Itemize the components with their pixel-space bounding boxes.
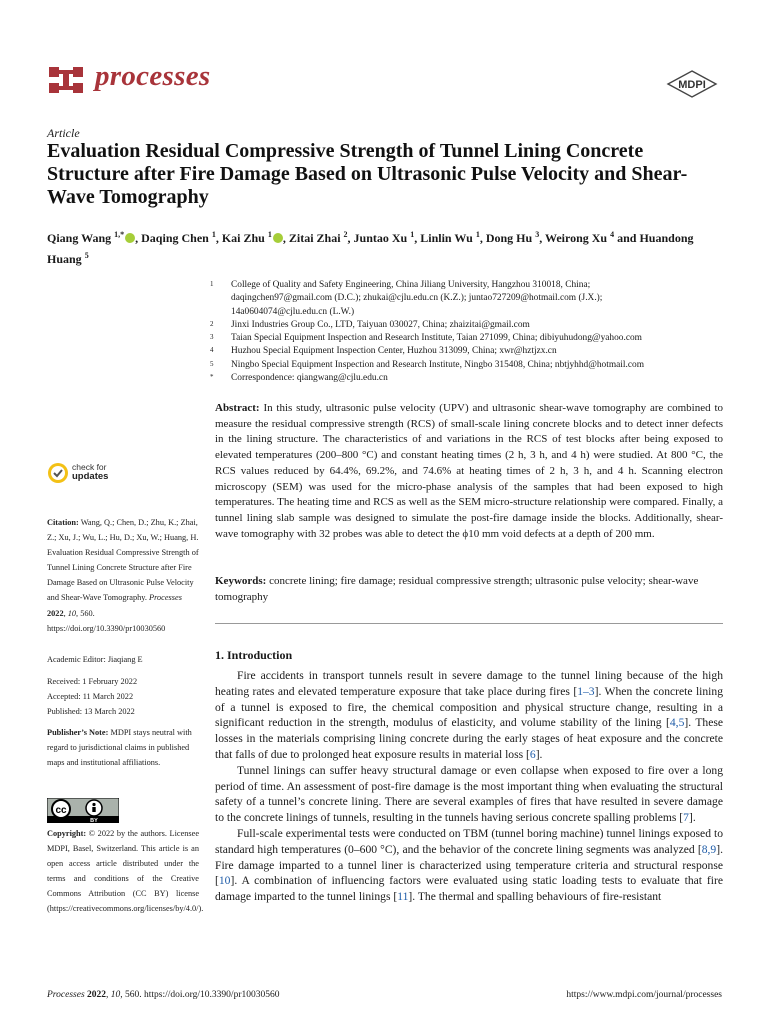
affiliation-text: Taian Special Equipment Inspection and Research Institute, Taian 271099, China; dibiyuhudong@yahoo.com [231,333,642,344]
footer-journal-url[interactable]: https://www.mdpi.com/journal/processes [566,990,722,1000]
author-name[interactable]: Kai Zhu [221,231,268,245]
citation-journal: Processes [149,593,182,603]
section-divider [215,623,723,624]
citation-text: Wang, Q.; Chen, D.; Zhu, K.; Zhai, Z.; Xu, J.; Wu, L.; Hu, D.; Xu, W.; Huang, H. Evaluation Residual Compressive Strength of Tunnel Lining Concrete Structure after Fire Damage Based on Ultrasonic Pulse Velocity and Shear-Wave Tomography. [47,518,199,603]
body-paragraph [215,763,723,826]
author-and: and [614,231,640,245]
author-affiliation-mark: 1 [267,230,272,239]
affiliation-number: * [210,373,214,382]
keywords-label: Keywords: [215,575,267,587]
author-name[interactable]: Daqing Chen [141,231,212,245]
citation-reference-link[interactable]: 11 [397,890,409,904]
pubnote-text: MDPI stays neutral with regard to jurisdictional claims in published maps and institutional affiliations. [47,728,192,768]
body-text [215,668,723,905]
article-title: Evaluation Residual Compressive Strength of Tunnel Lining Concrete Structure after Fire Damage Based on Ultrasonic Pulse Velocity and Shear-Wave Tomography [47,140,688,208]
affiliation-item [210,345,730,358]
affiliation-list [210,279,730,385]
affiliation-item [210,279,730,319]
body-text-run: ]. The thermal and spalling behaviours of fire-resistant [408,890,662,904]
publisher-name: MDPI [678,79,706,91]
affiliation-text: Huzhou Special Equipment Inspection Center, Huzhou 313099, China; xwr@hztjzx.cn [231,346,557,357]
affiliation-number: 3 [210,333,214,342]
citation-volume: 10 [67,608,77,618]
body-text-run: ]. Fire damage imparted to a tunnel liner is characterized using temperature criteria and structural response [ [215,842,723,888]
check-updates-icon [47,462,69,484]
author-list: Qiang Wang $^{1,*}$ , Daqing Chen $^1$, Kai Zhu $^1$ , Zitai Zhai $^2$, Juntao Xu $^1$, Linlin Wu $^1$, Dong Hu $^3$, Weirong Xu $^4$ and Huandong Huang $^5$ [47,230,694,266]
check-label: check for [72,462,107,472]
article-type: Article [47,126,80,140]
citation-doi[interactable]: , 560. https://doi.org/10.3390/pr10030560 [47,608,166,633]
author-affiliation-mark: 1 [410,230,415,239]
keywords-text: concrete lining; fire damage; residual compressive strength; ultrasonic pulse velocity; shear-wave tomography [215,575,699,603]
citation-reference-link[interactable]: 7 [683,811,689,825]
author-name[interactable]: Huandong Huang [47,231,694,266]
affiliation-text: Jinxi Industries Group Co., LTD, Taiyuan 030027, China; zhaizitai@gmail.com [231,319,530,330]
author-affiliation-mark: 1 [211,230,216,239]
affiliation-item [210,359,730,372]
author-name[interactable]: Qiang Wang [47,231,115,245]
author-name[interactable]: Dong Hu [485,231,536,245]
publisher-note [47,725,199,770]
author-affiliation-mark: 3 [535,230,540,239]
accepted-date: Accepted: 11 March 2022 [47,692,134,702]
author-affiliation-mark: 1,* [114,230,125,239]
citation-label: Citation: [47,518,79,527]
affiliation-number: 5 [210,359,214,368]
cc-by-label: BY [90,818,98,823]
footer-journal: Processes [47,990,85,1000]
affiliation-number: 2 [210,319,214,328]
author-name[interactable]: Linlin Wu [420,231,476,245]
body-text-run: Tunnel linings can suffer heavy structural damage or even collapse when exposed to fire over a long period of time. An assessment of post-fire damage is the most important thing when evaluating the structural safety of a tunnel’s concrete lining. There are several examples of fires that have resulted in severe damage to the concrete linings of tunnels, resulting in the tunnels having serious concrete spalling problems [ [215,763,723,825]
citation-year: 2022 [47,608,64,618]
abstract [215,401,723,542]
pubnote-label: Publisher’s Note: [47,728,109,737]
author-affiliation-mark: 4 [610,230,615,239]
copyright-label: Copyright: [47,829,87,838]
affiliation-text: Correspondence: qiangwang@cjlu.edu.cn [231,373,388,384]
body-text-run: ]. [688,811,696,825]
body-text-run: ]. These losses in the materials comprising lining concrete during the early stages of heat exposure and the concrete that falls of due to prolonged heat exposure results in material loss [ [215,716,724,761]
affiliation-text: Ningbo Special Equipment Inspection and Research Institute, Ningbo 315408, China; nbtjyhhd@hotmail.com [231,359,644,370]
keywords [215,574,723,605]
academic-editor: Academic Editor: Jiaqiang E [47,655,143,664]
section-title: 1. Introduction [215,648,293,662]
body-text-run: ]. [535,747,543,761]
journal-name: processes [95,60,211,92]
body-text-run: Fire accidents in transport tunnels result in severe damage to the tunnel lining because of the high heating rates and elevated temperature exposure that take place during fires [ [215,669,723,698]
orcid-icon[interactable] [273,233,283,243]
body-text-run: Full-scale experimental tests were conducted on TBM (tunnel boring machine) tunnel linings exposed to standard high temperatures (0–600 °C), and the behavior of the concrete lining segments was analyzed [ [215,826,723,856]
footer-volume: 10 [110,990,121,1000]
dates-block [47,674,199,719]
publisher-logo [666,70,718,98]
check-for-updates-link[interactable] [47,462,197,488]
orcid-icon[interactable] [125,233,135,243]
affiliation-number: 1 [210,280,214,288]
footer-year: 2022 [87,990,107,1000]
author-affiliation-mark: 2 [343,230,348,239]
cc-by-license-icon[interactable] [47,798,119,823]
author-affiliation-mark: 5 [84,251,89,260]
citation-reference-link[interactable]: 4,5 [669,716,685,730]
body-paragraph [215,668,723,763]
author-name[interactable]: Juntao Xu [353,231,411,245]
affiliation-item [210,372,730,385]
updates-label: updates [72,471,109,482]
affiliation-item [210,332,730,345]
citation-reference-link[interactable]: 8,9 [701,842,717,856]
copyright-block [47,826,204,917]
citation-reference-link[interactable]: 10 [218,874,231,888]
affiliation-item [210,319,730,332]
received-date: Received: 1 February 2022 [47,677,138,686]
body-text-run: ]. A combination of influencing factors were evaluated using static loading tests to evaluate that fire damage imparted to the tunnel linings [ [215,874,723,904]
citation-block: Citation: Wang, Q.; Chen, D.; Zhu, K.; Zhai, Z.; Xu, J.; Wu, L.; Hu, D.; Xu, W.; Huang, H. Evaluation Residual Compressive Strength of Tunnel Lining Concrete Structure after Fire Damage Based on Ultrasonic Pulse Velocity and Shear-Wave Tomography. Processes 2022, 10, 560. https://doi.org/10.3390/pr10030560 [47,518,199,633]
affiliation-number: 4 [210,346,214,355]
body-paragraph [215,826,723,905]
author-affiliation-mark: 1 [475,230,480,239]
footer-citation: Processes 2022, 10, 560. https://doi.org/10.3390/pr10030560 [47,990,280,1000]
abstract-text: In this study, ultrasonic pulse velocity (UPV) and ultrasonic shear-wave tomography are combined to measure the residual compressive strength (RCS) of small-scale lining concrete blocks and to detect inner defects in the lining structure. The characteristics of and variations in the RCS of test blocks after being exposed to elevated temperatures (200–800 °C) and constant heating times (2 h, 3 h, and 4 h) were studied. At 800 °C, the RCS values reduced by 64.4%, 69.2%, and 74.6% at heating times of 2 h, 3 h, and 4 h. Scanning electron microscopy (SEM) was used for the micro-phase analysis of the samples that had been exposed to high temperatures. The heating time and RCS as well as the SEM micro-structure relationship were compared. Finally, a tunnel lining slab sample was designed to simulate the post-fire damage inside the blocks. Additionally, shear-wave tomography with 32 probes was able to detect the ϕ10 mm void defects at a depth of 200 mm. [215,402,723,540]
footer-doi[interactable]: , 560. https://doi.org/10.3390/pr10030560 [120,990,280,1000]
body-text-run: ]. When the concrete lining of a tunnel is exposed to fire, the chemical composition and physical structure change, resulting in a significant reduction in the strength, modulus of elasticity, and volume stability of the lining [ [215,684,724,730]
author-name[interactable]: Weirong Xu [544,231,611,245]
copyright-text: © 2022 by the authors. Licensee MDPI, Basel, Switzerland. This article is an open access article distributed under the terms and conditions of the Creative Commons Attribution (CC BY) license (https://creativecommons.org/licenses/by/4.0/). [47,829,204,914]
svg-text:cc: cc [55,805,67,816]
citation-reference-link[interactable]: 1–3 [577,684,595,698]
published-date: Published: 13 March 2022 [47,707,135,717]
affiliation-text: College of Quality and Safety Engineering, China Jiliang University, Hangzhou 310018, China; daqingchen97@gmail.com (D.C.); zhukai@cjlu.edu.cn (K.Z.); juntao727209@hotmail.com (J.X.); 14a0604074@cjlu.edu.cn (L.W.) [231,280,603,317]
citation-reference-link[interactable]: 6 [529,747,536,761]
author-name[interactable]: Zitai Zhai [288,231,344,245]
journal-logo-icon [47,62,85,98]
abstract-label: Abstract: [215,402,260,414]
